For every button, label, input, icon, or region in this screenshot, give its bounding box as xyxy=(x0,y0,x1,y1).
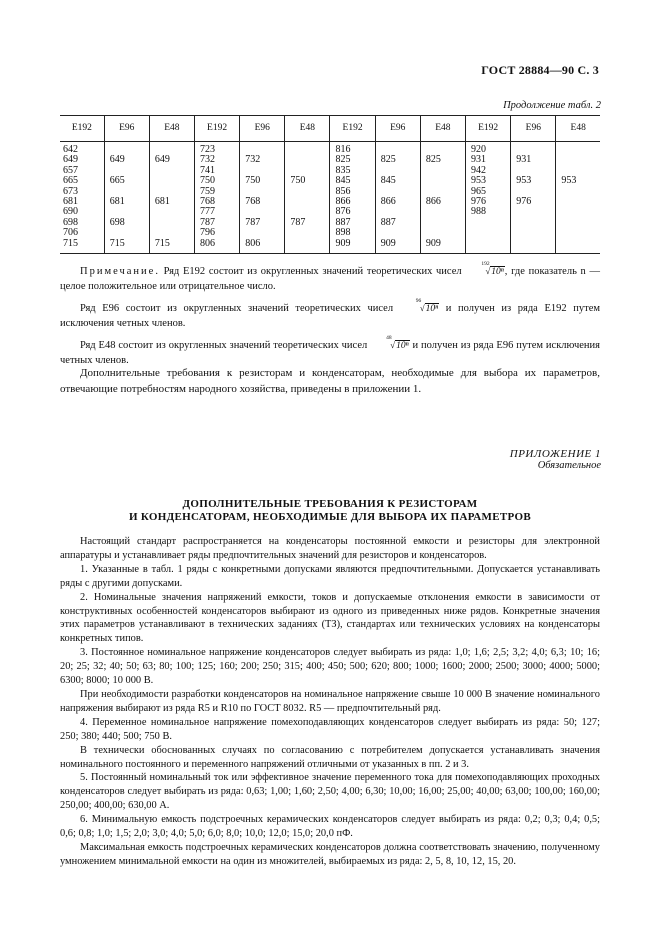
table-notes xyxy=(60,261,601,376)
table-row xyxy=(60,142,600,254)
column-header: E192 xyxy=(465,116,510,142)
table-cell: 953 xyxy=(556,142,600,254)
column-header: E96 xyxy=(240,116,285,142)
column-header: E192 xyxy=(330,116,375,142)
note-label: Примечание. xyxy=(80,266,160,277)
column-header: E192 xyxy=(194,116,239,142)
column-header: E96 xyxy=(375,116,420,142)
paragraph: 5. Постоянный номинальный ток или эффективное значение переменного тока для помехоподавляющих проходных конденсаторов следует выбирать из ряда: 0,63; 1,00; 1,60; 2,50; 4,00; 6,30; 10,00; 16,00; 25,00; 40,00; 63,00; 100,00; 160,00; 250,00; 400,00; 630,00 А. xyxy=(60,772,600,812)
column-header: E48 xyxy=(420,116,465,142)
appendix-number: ПРИЛОЖЕНИЕ 1 xyxy=(509,448,601,460)
paragraph: Максимальная емкость подстроечных керамических конденсаторов должна соответствовать значению, полученному умножением минимальной емкости на один из множителей, выбираемых из ряда: 2, 5, 8, 10, 12, 15, 20. xyxy=(60,841,600,867)
root-formula: 48 √10ⁿ xyxy=(386,335,409,352)
note-e48: Ряд E48 состоит из округленных значений теоретических чисел 48 √10ⁿ и получен из ряда E96 путем исключения четных членов. xyxy=(60,335,601,366)
table-cell: 649 681 715 xyxy=(149,142,194,254)
table-continuation-label: Продолжение табл. 2 xyxy=(503,100,601,111)
paragraph: В технически обоснованных случаях по согласованию с потребителем допускается устанавливать значения номинального постоянного и переменного напряжений отличными от указанных в пп. 2 и 3. xyxy=(60,744,600,770)
column-header: E192 xyxy=(60,116,104,142)
paragraph: 3. Постоянное номинальное напряжение конденсаторов следует выбирать из ряда: 1,0; 1,6; 2,5; 3,2; 4,0; 6,3; 10; 16; 20; 25; 32; 40; 50; 63; 80; 100; 125; 160; 200; 250; 315; 400; 450; 500; 620; 800; 1000; 1600; 2000; 2500; 3000; 4000; 5000; 6300; 8000; 10 000 В. xyxy=(60,647,600,687)
table-cell: 723 732 741 750 759 768 777 787 796 806 xyxy=(194,142,239,254)
paragraph: Настоящий стандарт распространяется на конденсаторы постоянной емкости и резисторы для электронной аппаратуры и устанавливает ряды предпочтительных значений для резисторов и конденсаторов. xyxy=(60,536,600,561)
column-header: E48 xyxy=(149,116,194,142)
table-cell: 732 750 768 787 806 xyxy=(240,142,285,254)
table-cell: 642 649 657 665 673 681 690 698 706 715 xyxy=(60,142,104,254)
column-header: E96 xyxy=(511,116,556,142)
paragraph: 2. Номинальные значения напряжений емкости, токов и допускаемые отклонения емкости в зависимости от конструктивных особенностей конденсаторов выбирают из одного из приведенных ниже рядов. Конкретные значения этих параметров устанавливают в технических заданиях (ТЗ), стандартах или технических условиях на конденсаторы конкретных типов. xyxy=(60,591,600,645)
values-table xyxy=(60,115,600,254)
table-cell: 649 665 681 698 715 xyxy=(104,142,149,254)
table-cell: 816 825 835 845 856 866 876 887 898 909 xyxy=(330,142,375,254)
document-header: ГОСТ 28884—90 С. 3 xyxy=(481,63,599,77)
appendix-status: Обязательное xyxy=(537,460,601,471)
table-cell: 825 866 909 xyxy=(420,142,465,254)
table-cell: 750 787 xyxy=(285,142,330,254)
paragraph: 4. Переменное номинальное напряжение помехоподавляющих конденсаторов следует выбирать из ряда: 50; 127; 250; 380; 440; 500; 750 В. xyxy=(60,716,600,742)
column-header: E48 xyxy=(556,116,600,142)
table-cell: 920 931 942 953 965 976 988 xyxy=(465,142,510,254)
appendix-label xyxy=(510,448,601,471)
paragraph: 6. Минимальную емкость подстроечных керамических конденсаторов следует выбирать из ряда: 0,2; 0,3; 0,4; 0,5; 0,6; 0,8; 1,0; 1,5; 2,0; 3,0; 4,0; 5,0; 6,0; 8,0; 10,0; 12,0; 15,0; 20,0 пФ. xyxy=(60,814,600,840)
column-header: E48 xyxy=(285,116,330,142)
note-e192: Примечание. Ряд E192 состоит из округленных значений теоретических чисел 192 √10ⁿ, где показатель n — целое положительное или отрицательное число. xyxy=(60,261,601,292)
paragraph: 1. Указанные в табл. 1 ряды с конкретными допусками являются предпочтительными. Допускается устанавливать ряды с другими допусками. xyxy=(60,563,600,589)
appendix-body xyxy=(60,535,600,869)
column-header: E96 xyxy=(104,116,149,142)
root-formula: 192 √10ⁿ xyxy=(481,261,504,277)
table-cell: 825 845 866 887 909 xyxy=(375,142,420,254)
table-header-row xyxy=(60,116,600,142)
root-formula: 96 √10ⁿ xyxy=(415,298,439,315)
paragraph: При необходимости разработки конденсаторов на номинальное напряжение свыше 10 000 В значение номинального напряжения выбирают из ряда R5 и R10 по ГОСТ 8032. R5 — предпочтительный ряд. xyxy=(60,688,600,714)
additional-requirements-text: Дополнительные требования к резисторам и конденсаторам, необходимые для выбора их параметров, отвечающие потребностям народного хозяйства, приведены в приложении 1. xyxy=(60,367,600,395)
note-e96: Ряд E96 состоит из округленных значений теоретических чисел 96 √10ⁿ и получен из ряда E192 путем исключения четных членов. xyxy=(60,298,600,329)
table-cell: 931 953 976 xyxy=(511,142,556,254)
section-title: ДОПОЛНИТЕЛЬНЫЕ ТРЕБОВАНИЯ К РЕЗИСТОРАМ И КОНДЕНСАТОРАМ, НЕОБХОДИМЫЕ ДЛЯ ВЫБОРА ИХ ПАРАМЕТРОВ xyxy=(129,498,531,523)
